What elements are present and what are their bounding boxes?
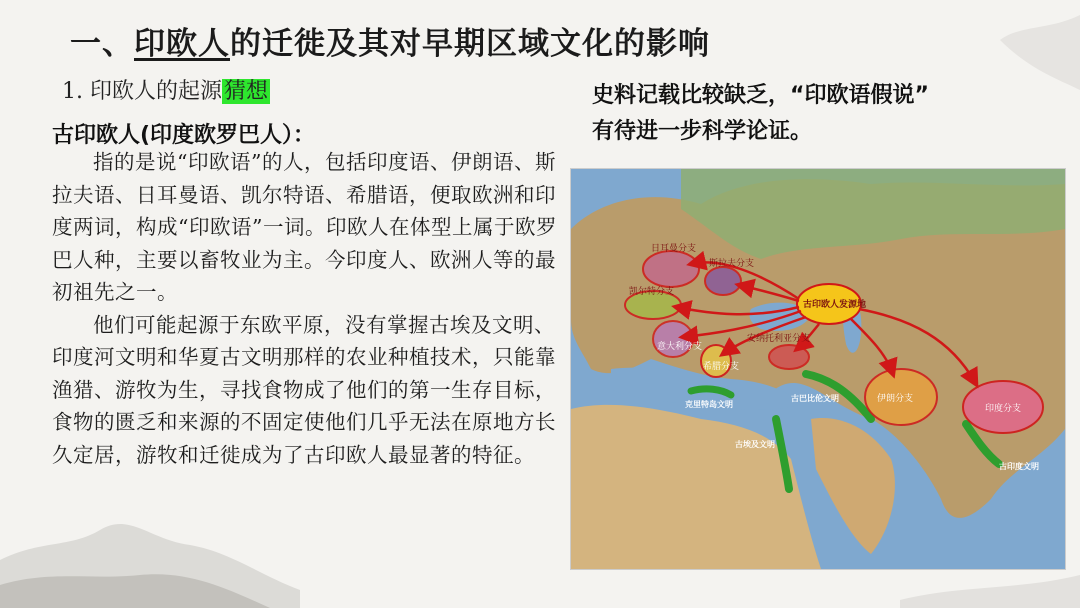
page-title (70, 18, 710, 63)
anatolian-branch-region (769, 345, 809, 369)
slavic-branch-region (705, 267, 741, 295)
greek-branch-region (701, 345, 731, 377)
label-origin: 古印欧人发源地 (803, 300, 867, 310)
subtitle-main: 1. 印欧人的起源 (62, 79, 222, 104)
body-paragraph-1: 指的是说“印欧语”的人，包括印度语、伊朗语、斯拉夫语、日耳曼语、凯尔特语、希腊语，便取欧洲和印度两词，构成“印欧语”一词。印欧人在体型上属于欧罗巴人种，主要以畜牧业为主。今印度人、欧洲人等的最初祖先之一。 (52, 150, 557, 304)
label-greek: 希腊分支 (703, 362, 740, 372)
body-text (52, 146, 572, 471)
germanic-branch-region (643, 251, 699, 287)
subtitle-highlight: 猜想 (223, 79, 268, 104)
label-italic: 意大利分支 (657, 342, 703, 352)
title-underlined-term: 印欧人 (134, 26, 230, 62)
note-text (592, 78, 1062, 150)
definition-heading: 古印欧人(印度欧罗巴人）： (52, 123, 316, 148)
label-iranian: 伊朗分支 (877, 394, 914, 404)
map-svg (571, 169, 1065, 569)
note-line-1: 史料记载比较缺乏，“印欧语假说” (592, 83, 929, 108)
section-subtitle (62, 74, 270, 105)
label-indian: 印度分支 (985, 404, 1022, 414)
note-line-2: 有待进一步科学论证。 (592, 119, 813, 144)
title-prefix: 一、 (70, 26, 134, 62)
label-slavic: 斯拉夫分支 (709, 259, 755, 269)
label-germanic: 日耳曼分支 (651, 244, 697, 254)
label-india-civ: 古印度文明 (999, 462, 1039, 471)
label-egypt-civ: 古埃及文明 (735, 440, 775, 449)
migration-map (570, 168, 1066, 570)
label-babylon-civ: 古巴比伦文明 (791, 394, 839, 403)
body-paragraph-2: 他们可能起源于东欧平原，没有掌握古埃及文明、印度河文明和华夏古文明那样的农业种植技术，只能靠渔猎、游牧为生，寻找食物成了他们的第一生存目标，食物的匮乏和来源的不固定使他们几乎无法在原地方长久定居，游牧和迁徙成为了古印欧人最显著的特征。 (52, 312, 556, 467)
label-anatolian: 安纳托利亚分支 (747, 334, 811, 344)
label-celtic: 凯尔特分支 (629, 287, 675, 297)
title-rest: 的迁徙及其对早期区域文化的影响 (230, 26, 710, 62)
label-crete-civ: 克里特岛文明 (685, 400, 733, 409)
